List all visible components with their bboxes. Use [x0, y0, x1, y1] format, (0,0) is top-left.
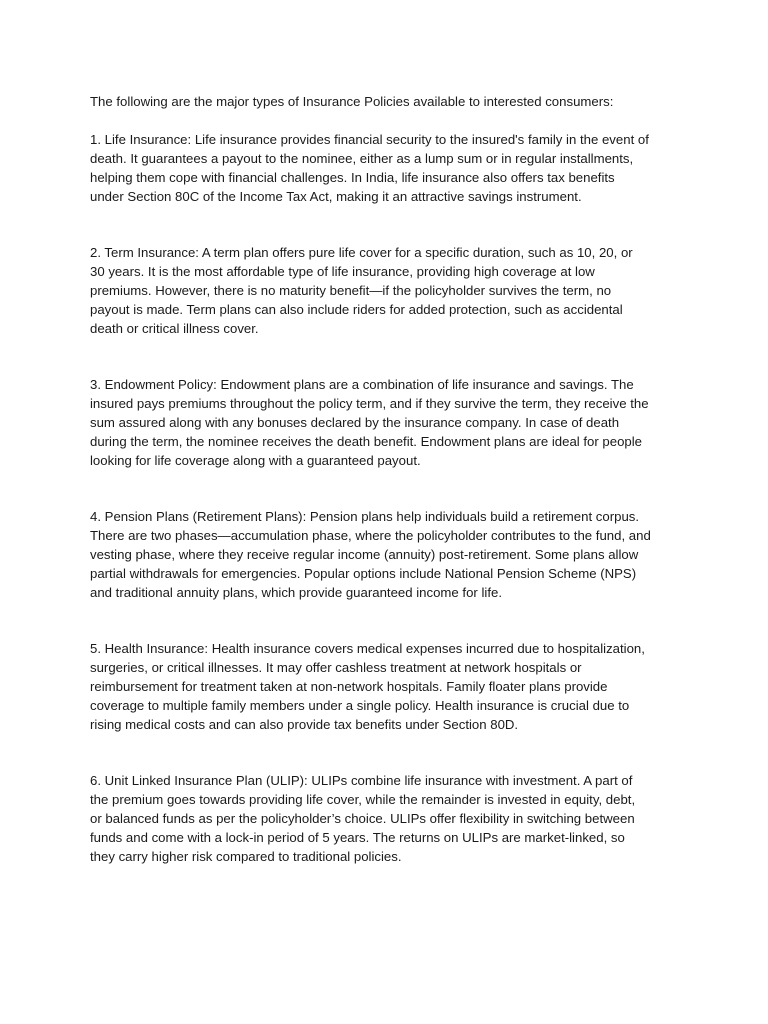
- paragraph-ulip: [90, 771, 686, 866]
- document-body: [90, 92, 686, 903]
- paragraph-line: reimbursement for treatment taken at non-network hospitals. Family floater plans provide: [90, 679, 608, 694]
- paragraph-line: and traditional annuity plans, which provide guaranteed income for life.: [90, 585, 502, 600]
- paragraph-line: during the term, the nominee receives the death benefit. Endowment plans are ideal for people: [90, 434, 643, 449]
- paragraph-endowment-policy: [90, 375, 686, 470]
- paragraph-line: 5. Health Insurance: Health insurance covers medical expenses incurred due to hospitalization,: [90, 641, 645, 656]
- paragraph-line: they carry higher risk compared to traditional policies.: [90, 849, 402, 864]
- paragraph-line: death. It guarantees a payout to the nominee, either as a lump sum or in regular installments,: [90, 151, 634, 166]
- paragraph-line: 2. Term Insurance: A term plan offers pure life cover for a specific duration, such as 10, 20, or: [90, 245, 633, 260]
- paragraph-line: There are two phases—accumulation phase, where the policyholder contributes to the fund, and: [90, 528, 651, 543]
- paragraph-line: 3. Endowment Policy: Endowment plans are a combination of life insurance and savings. The: [90, 377, 634, 392]
- paragraph-line: 1. Life Insurance: Life insurance provides financial security to the insured's family in the event of: [90, 132, 649, 147]
- paragraph-line: insured pays premiums throughout the policy term, and if they survive the term, they receive the: [90, 396, 649, 411]
- paragraph-line: or balanced funds as per the policyholder’s choice. ULIPs offer flexibility in switching between: [90, 811, 635, 826]
- paragraph-line: looking for life coverage along with a guaranteed payout.: [90, 453, 421, 468]
- paragraph-line: partial withdrawals for emergencies. Popular options include National Pension Scheme (NPS): [90, 566, 637, 581]
- paragraph-line: helping them cope with financial challenges. In India, life insurance also offers tax benefits: [90, 170, 615, 185]
- paragraph-term-insurance: [90, 243, 686, 338]
- paragraph-line: 6. Unit Linked Insurance Plan (ULIP): ULIPs combine life insurance with investment. A part of: [90, 773, 633, 788]
- paragraph-line: under Section 80C of the Income Tax Act, making it an attractive savings instrument.: [90, 189, 582, 204]
- paragraph-health-insurance: [90, 639, 686, 734]
- paragraph-line: surgeries, or critical illnesses. It may offer cashless treatment at network hospitals or: [90, 660, 582, 675]
- paragraph-pension-plans: [90, 507, 686, 602]
- paragraph-line: sum assured along with any bonuses declared by the insurance company. In case of death: [90, 415, 620, 430]
- paragraph-line: rising medical costs and can also provide tax benefits under Section 80D.: [90, 717, 519, 732]
- paragraph-line: 30 years. It is the most affordable type of life insurance, providing high coverage at low: [90, 264, 595, 279]
- paragraph-line: funds and come with a lock-in period of 5 years. The returns on ULIPs are market-linked, so: [90, 830, 625, 845]
- intro-text: The following are the major types of Insurance Policies available to interested consumers:: [90, 94, 614, 109]
- paragraph-line: 4. Pension Plans (Retirement Plans): Pension plans help individuals build a retirement corpus.: [90, 509, 640, 524]
- paragraph-line: vesting phase, where they receive regular income (annuity) post-retirement. Some plans allow: [90, 547, 639, 562]
- paragraph-line: premiums. However, there is no maturity benefit—if the policyholder survives the term, no: [90, 283, 612, 298]
- paragraph-line: coverage to multiple family members under a single policy. Health insurance is crucial due to: [90, 698, 630, 713]
- paragraph-line: death or critical illness cover.: [90, 321, 259, 336]
- paragraph-line: the premium goes towards providing life cover, while the remainder is invested in equity, debt,: [90, 792, 636, 807]
- paragraph-life-insurance: [90, 130, 686, 206]
- paragraph-line: payout is made. Term plans can also include riders for added protection, such as accidental: [90, 302, 623, 317]
